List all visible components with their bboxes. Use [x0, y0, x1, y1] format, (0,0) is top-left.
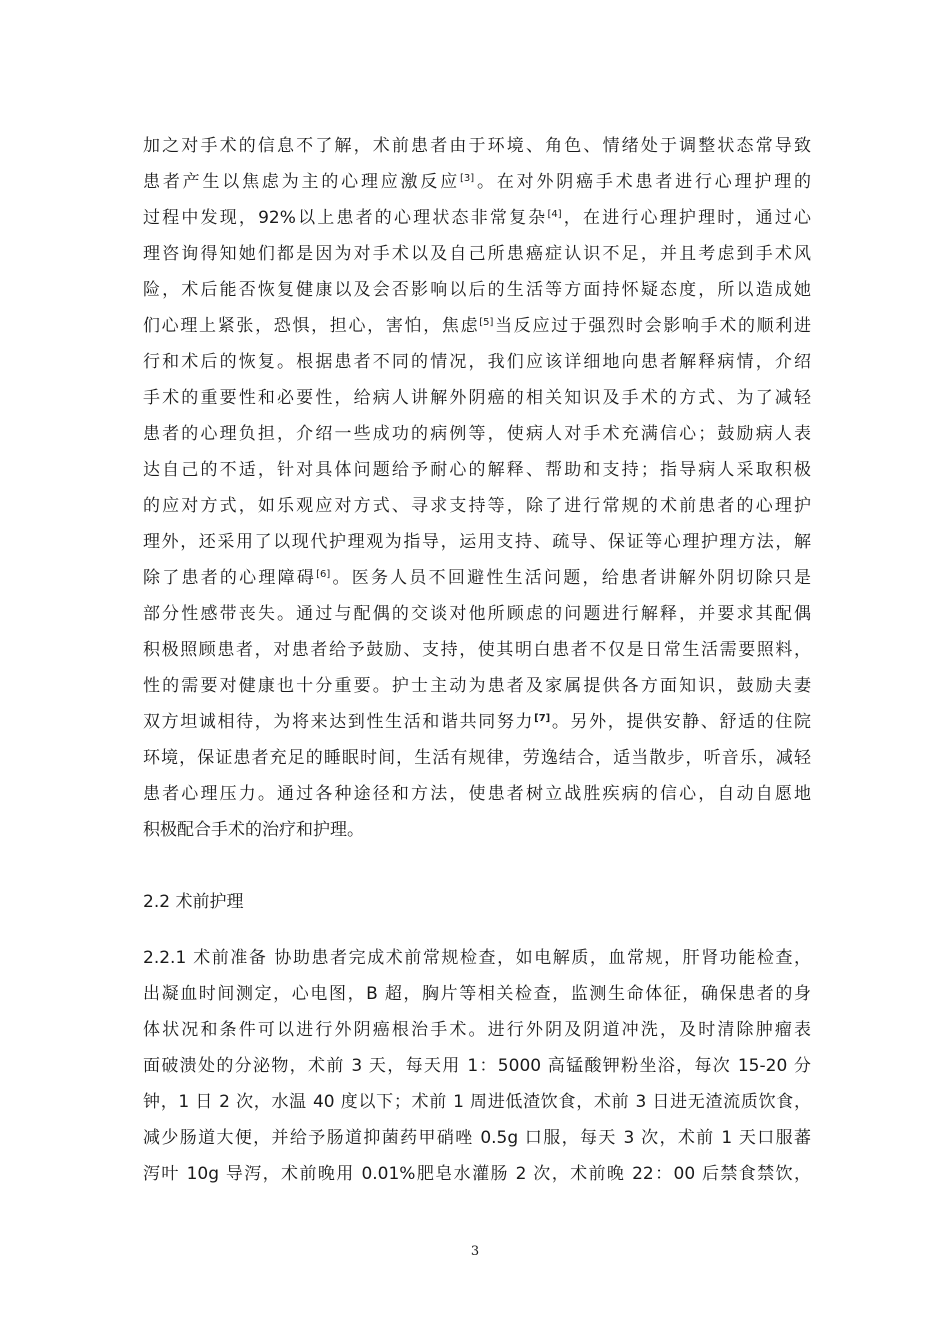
paragraph-line: 理咨询得知她们都是因为对手术以及自己所患癌症认识不足，并且考虑到手术风 — [143, 244, 811, 264]
line-text: 。医务人员不回避性生活问题，给患者讲解外阴切除只是 — [330, 568, 812, 588]
paragraph-preoperative-preparation — [143, 940, 811, 1192]
paragraph-line — [143, 704, 811, 740]
line-text: 。另外，提供安静、舒适的住院 — [550, 712, 812, 732]
line-text: 双方坦诚相待，为将来达到性生活和谐共同努力 — [143, 712, 535, 732]
line-text: 除了患者的心理障碍 — [143, 568, 317, 588]
line-text: 患者产生以焦虑为主的心理应激反应 — [143, 172, 461, 192]
citation-ref: [6] — [316, 569, 331, 580]
paragraph-line: 体状况和条件可以进行外阴癌根治手术。进行外阴及阴道冲洗，及时清除肿瘤表 — [143, 1020, 811, 1040]
paragraph-line: 手术的重要性和必要性，给病人讲解外阴癌的相关知识及手术的方式、为了减轻 — [143, 388, 811, 408]
paragraph-line — [143, 200, 811, 236]
paragraph-line: 部分性感带丧失。通过与配偶的交谈对他所顾虑的问题进行解释，并要求其配偶 — [143, 604, 811, 624]
line-text: 们心理上紧张，恐惧，担心，害怕，焦虑 — [143, 316, 480, 336]
paragraph-line: 出凝血时间测定，心电图，B 超，胸片等相关检查，监测生命体征，确保患者的身 — [143, 984, 811, 1004]
line-text: 。在对外阴癌手术患者进行心理护理的 — [474, 172, 812, 192]
line-text: 当反应过于强烈时会影响手术的顺利进 — [493, 316, 812, 336]
citation-ref: [4] — [547, 209, 562, 220]
paragraph-line: 面破溃处的分泌物，术前 3 天，每天用 1：5000 高锰酸钾粉坐浴，每次 15-20 分 — [143, 1056, 811, 1076]
paragraph-line: 达自己的不适，针对具体问题给予耐心的解释、帮助和支持；指导病人采取积极 — [143, 460, 811, 480]
paragraph-line: 加之对手术的信息不了解，术前患者由于环境、角色、情绪处于调整状态常导致 — [143, 136, 811, 156]
paragraph-line: 积极配合手术的治疗和护理。 — [143, 820, 364, 840]
paragraph-line: 环境，保证患者充足的睡眠时间，生活有规律，劳逸结合，适当散步，听音乐，减轻 — [143, 748, 811, 768]
paragraph-line — [143, 164, 811, 200]
citation-ref: [7] — [534, 713, 551, 724]
paragraph-line: 性的需要对健康也十分重要。护士主动为患者及家属提供各方面知识，鼓励夫妻 — [143, 676, 811, 696]
citation-ref: [5] — [479, 317, 494, 328]
paragraph-line: 2.2.1 术前准备 协助患者完成术前常规检查，如电解质，血常规，肝肾功能检查， — [143, 948, 811, 968]
paragraph-line: 钟，1 日 2 次，水温 40 度以下；术前 1 周进低渣饮食，术前 3 日进无渣流质饮食， — [143, 1092, 811, 1112]
paragraph-line — [143, 560, 811, 596]
paragraph-line: 患者的心理负担，介绍一些成功的病例等，使病人对手术充满信心；鼓励病人表 — [143, 424, 811, 444]
citation-ref: [3] — [460, 173, 475, 184]
line-text: 过程中发现，92%以上患者的心理状态非常复杂 — [143, 208, 548, 228]
paragraph-line: 患者心理压力。通过各种途径和方法，使患者树立战胜疾病的信心，自动自愿地 — [143, 784, 811, 804]
page-number: 3 — [470, 1244, 480, 1259]
paragraph-line: 行和术后的恢复。根据患者不同的情况，我们应该详细地向患者解释病情，介绍 — [143, 352, 811, 372]
paragraph-line: 泻叶 10g 导泻，术前晚用 0.01%肥皂水灌肠 2 次，术前晚 22：00 后禁食禁饮， — [143, 1164, 811, 1184]
paragraph-psychological-care — [143, 128, 811, 848]
line-text: ，在进行心理护理时，通过心 — [561, 208, 812, 228]
section-heading: 2.2 术前护理 — [143, 892, 244, 912]
paragraph-line: 的应对方式，如乐观应对方式、寻求支持等，除了进行常规的术前患者的心理护 — [143, 496, 811, 516]
paragraph-line: 积极照顾患者，对患者给予鼓励、支持，使其明白患者不仅是日常生活需要照料， — [143, 640, 811, 660]
paragraph-line — [143, 308, 811, 344]
paragraph-line: 理外，还采用了以现代护理观为指导，运用支持、疏导、保证等心理护理方法，解 — [143, 532, 811, 552]
paragraph-line: 减少肠道大便，并给予肠道抑菌药甲硝唑 0.5g 口服，每天 3 次，术前 1 天口服蕃 — [143, 1128, 811, 1148]
paragraph-line: 险，术后能否恢复健康以及会否影响以后的生活等方面持怀疑态度，所以造成她 — [143, 280, 811, 300]
